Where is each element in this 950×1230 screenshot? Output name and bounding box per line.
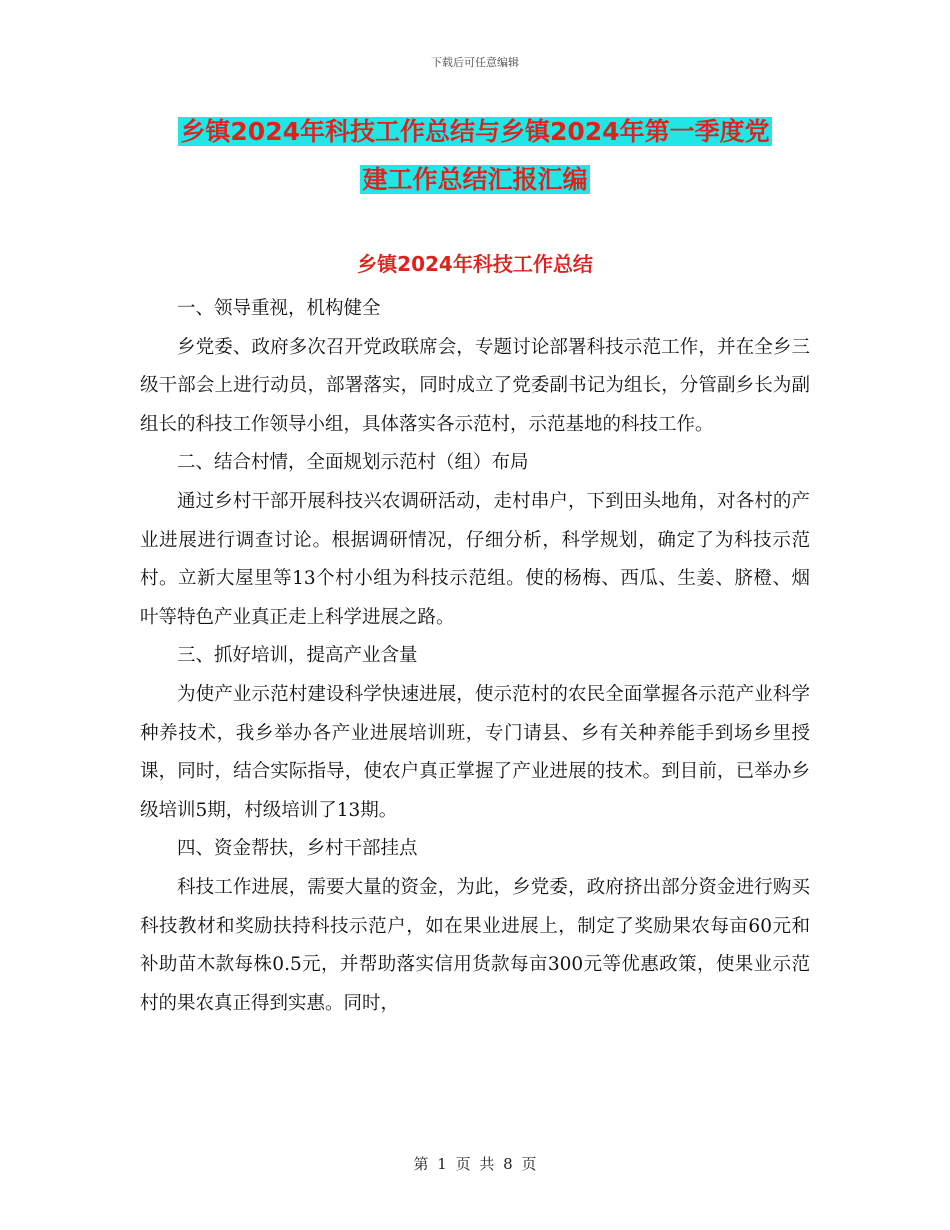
paragraph-3: 为使产业示范村建设科学快速进展，使示范村的农民全面掌握各示范产业科学种养技术，我乡举办各产业进展培训班，专门请县、乡有关种养能手到场乡里授课，同时，结合实际指导，使农户真正掌握了产业进展的技术。到目前，已举办乡级培训5期，村级培训了13期。 [140,683,810,821]
header-note: 下载后可任意编辑 [431,56,519,69]
heading-3: 三、抓好培训，提高产业含量 [177,645,418,667]
section-title: 乡镇2024年科技工作总结 [357,252,593,276]
heading-2: 二、结合村情，全面规划示范村（组）布局 [177,452,529,474]
document-title-line-2: 建工作总结汇报汇编 [362,165,588,194]
page-footer: 第 1 页 共 8 页 [413,1155,537,1173]
body-text [140,290,810,1023]
heading-1: 一、领导重视，机构健全 [177,298,381,319]
paragraph-2: 通过乡村干部开展科技兴农调研活动，走村串户，下到田头地角，对各村的产业进展进行调查讨论。根据调研情况，仔细分析，科学规划，确定了为科技示范村。立新大屋里等13个村小组为科技示范组。使的杨梅、西瓜、生姜、脐橙、烟叶等特色产业真正走上科学进展之路。 [140,490,810,628]
heading-4: 四、资金帮扶，乡村干部挂点 [177,838,418,860]
document-title [0,108,950,204]
document-title-line-1: 乡镇2024年科技工作总结与乡镇2024年第一季度党 [180,117,770,146]
paragraph-1: 乡党委、政府多次召开党政联席会，专题讨论部署科技示范工作，并在全乡三级干部会上进行动员，部署落实，同时成立了党委副书记为组长，分管副乡长为副组长的科技工作领导小组，具体落实各示范村，示范基地的科技工作。 [140,336,810,435]
paragraph-4: 科技工作进展，需要大量的资金，为此，乡党委，政府挤出部分资金进行购买科技教材和奖励扶持科技示范户，如在果业进展上，制定了奖励果农每亩60元和补助苗木款每株0.5元，并帮助落实信用货款每亩300元等优惠政策，使果业示范村的果农真正得到实惠。同时， [140,876,810,1014]
